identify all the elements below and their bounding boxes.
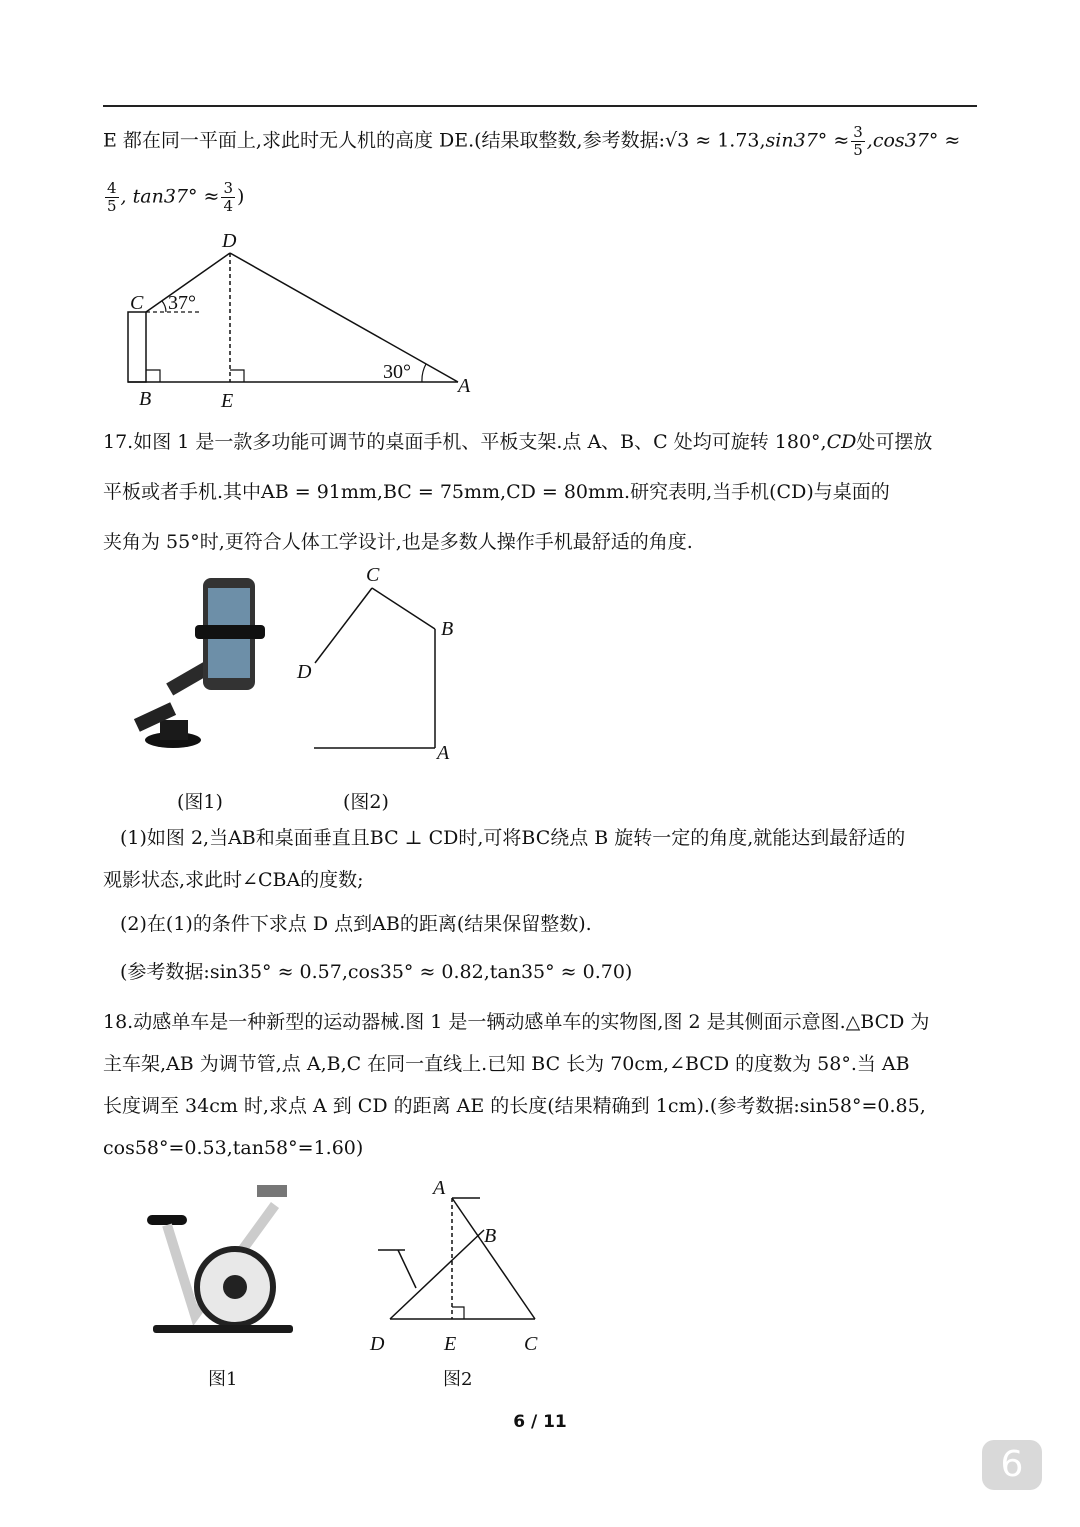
right-angle-b	[146, 370, 160, 382]
right-angle-e	[452, 1307, 464, 1319]
base-pivot	[160, 720, 188, 740]
q17-part2: (2)在(1)的条件下求点 D 点到AB的距离(结果保留整数).	[120, 913, 592, 935]
label-angle-37: 37°	[168, 292, 196, 314]
segment-ac	[452, 1198, 535, 1319]
label-d: D	[222, 230, 237, 252]
q18-line4: cos58°=0.53,tan58°=1.60)	[103, 1137, 364, 1159]
seat-post	[398, 1250, 416, 1288]
label-c: C	[130, 292, 144, 314]
label-b: B	[139, 388, 152, 410]
page-number: 6 / 11	[513, 1412, 567, 1432]
label-d: D	[297, 661, 312, 683]
q17-line1: 17.如图 1 是一款多功能可调节的桌面手机、平板支架.点 A、B、C 处均可旋转 180°,CD处可摆放	[103, 431, 933, 453]
spin-bike-photo	[135, 1175, 310, 1345]
label-a: A	[437, 742, 450, 764]
holder-clamp	[195, 625, 265, 639]
q16-line1: E 都在同一平面上,求此时无人机的高度 DE.(结果取整数,参考数据:√3 ≈ 1.73,sin37° ≈ $\frac{3}{5}$ ,cos37° ≈	[103, 123, 961, 159]
q18-line2: 主车架,AB 为调节管,点 A,B,C 在同一直线上.已知 BC 长为 70cm,∠BCD 的度数为 58°.当 AB	[103, 1053, 910, 1075]
q17-part1-line2: 观影状态,求此时∠CBA的度数;	[103, 869, 364, 891]
holder-diagram	[290, 560, 465, 770]
building-rect	[128, 312, 146, 382]
q17-fig1-caption: (图1)	[177, 791, 223, 813]
label-d: D	[370, 1333, 385, 1355]
q18-line1: 18.动感单车是一种新型的运动器械.图 1 是一辆动感单车的实物图,图 2 是其侧面示意图.△BCD 为	[103, 1011, 930, 1033]
drone-height-diagram	[110, 225, 490, 415]
label-a: A	[458, 375, 471, 397]
fraction-3-5: $\frac{3}{5}$	[853, 123, 863, 159]
label-b: B	[441, 618, 454, 640]
q18-fig2-caption: 图2	[443, 1369, 473, 1390]
bike-console	[257, 1185, 287, 1197]
label-angle-30: 30°	[383, 361, 411, 383]
label-c: C	[524, 1333, 538, 1355]
phone-holder-photo	[125, 570, 275, 760]
label-b: B	[484, 1225, 497, 1247]
label-e: E	[221, 390, 234, 412]
angle-arc-c	[162, 301, 166, 312]
header-rule	[103, 105, 977, 107]
label-c: C	[366, 564, 380, 586]
fraction-3-4: $\frac{3}{4}$	[223, 179, 234, 215]
label-a: A	[433, 1177, 446, 1199]
q18-fig1-caption: 图1	[208, 1369, 238, 1390]
bike-hub	[223, 1275, 247, 1299]
right-angle-e	[230, 370, 244, 382]
angle-arc-a	[422, 364, 426, 382]
q17-line3: 夹角为 55°时,更符合人体工学设计,也是多数人操作手机最舒适的角度.	[103, 531, 693, 553]
q17-line2: 平板或者手机.其中AB = 91mm,BC = 75mm,CD = 80mm.研究表明,当手机(CD)与桌面的	[103, 481, 890, 503]
page-badge[interactable]: 6	[982, 1440, 1042, 1490]
bike-base	[153, 1325, 293, 1333]
bike-seat	[147, 1215, 187, 1225]
spin-bike-diagram	[360, 1170, 550, 1360]
segment-cb	[372, 588, 435, 629]
segment-cd	[315, 588, 372, 663]
q16-line2: $\frac{4}{5}$ , tan37° ≈ $\frac{3}{4}$ )	[107, 179, 245, 215]
fraction-4-5: $\frac{4}{5}$	[107, 179, 117, 215]
label-e: E	[444, 1333, 457, 1355]
q17-reference: (参考数据:sin35° ≈ 0.57,cos35° ≈ 0.82,tan35° ≈ 0.70)	[120, 961, 633, 983]
q18-line3: 长度调至 34cm 时,求点 A 到 CD 的距离 AE 的长度(结果精确到 1cm).(参考数据:sin58°=0.85,	[103, 1095, 926, 1117]
q17-part1-line1: (1)如图 2,当AB和桌面垂直且BC ⊥ CD时,可将BC绕点 B 旋转一定的角度,就能达到最舒适的	[120, 827, 906, 849]
q17-fig2-caption: (图2)	[343, 791, 389, 813]
segment-db	[390, 1230, 484, 1319]
segment-da	[230, 253, 458, 382]
